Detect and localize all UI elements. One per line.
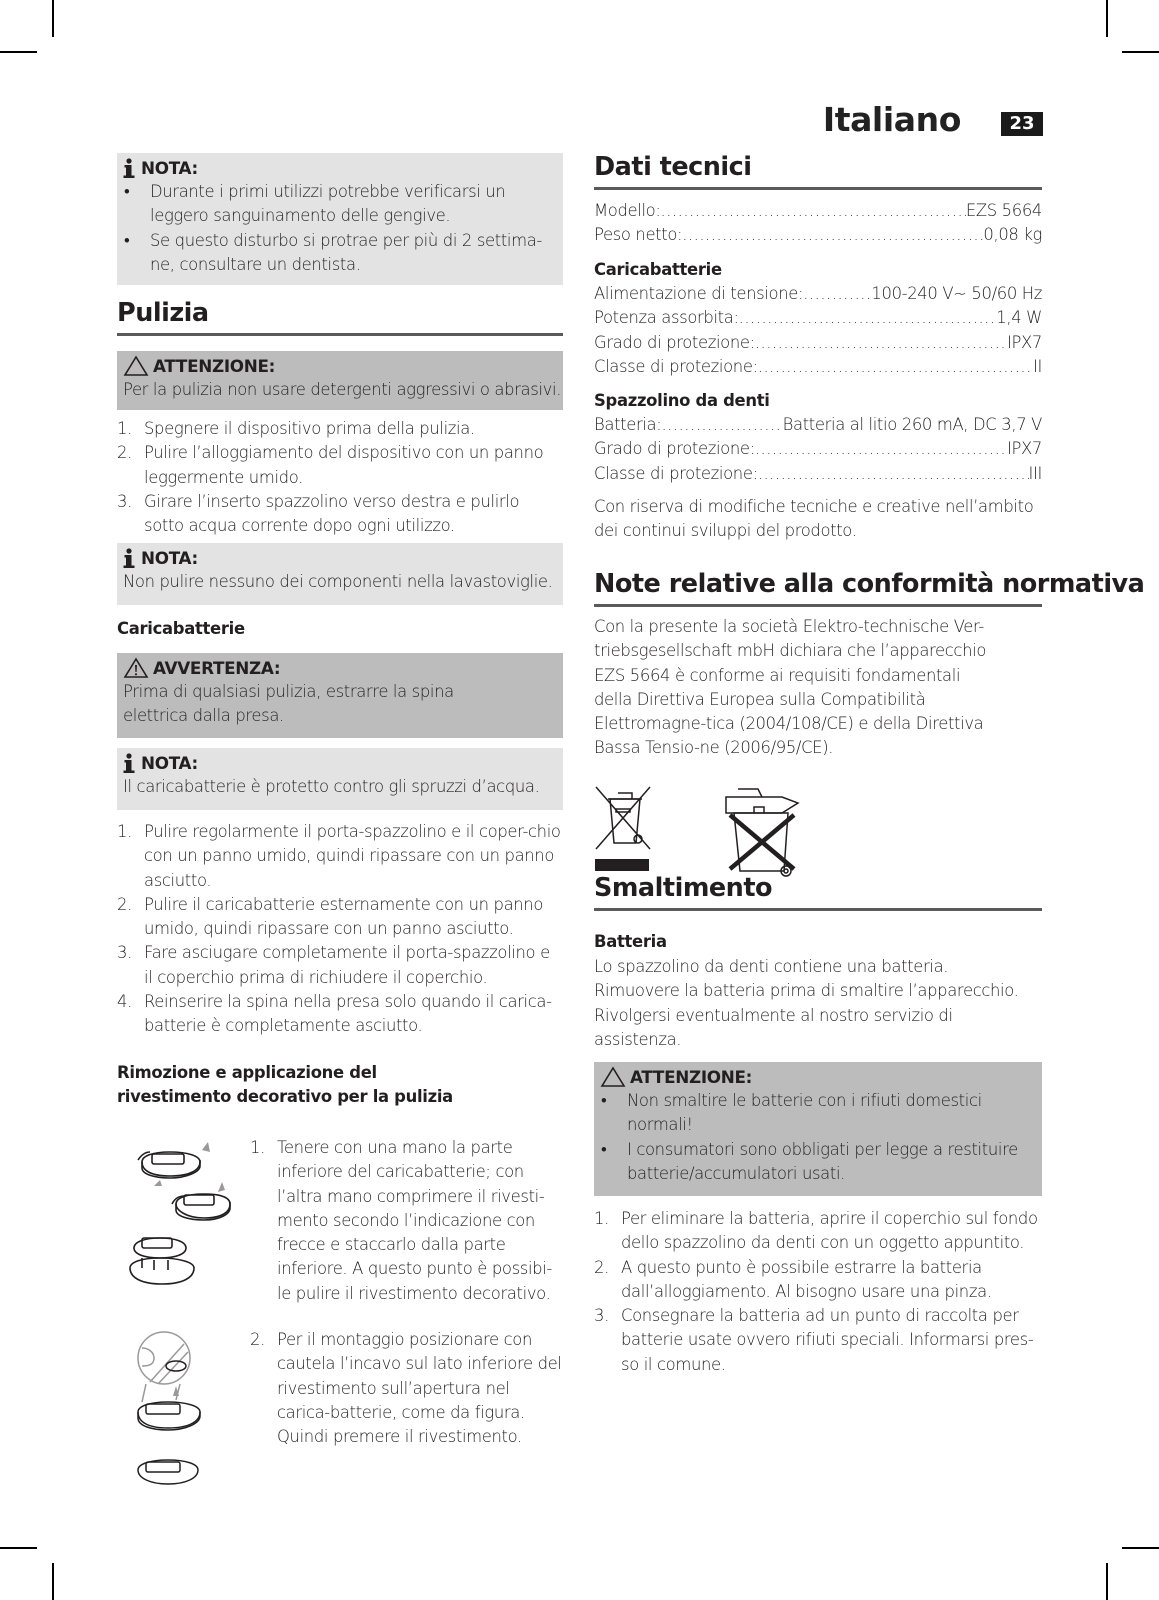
note-box: [117, 748, 563, 810]
spec-row: Classe di protezione: ..... III: [594, 462, 1042, 486]
crop-mark: [0, 1547, 37, 1549]
caution-box: [594, 1062, 1042, 1196]
subheading: Caricabatterie: [594, 260, 722, 279]
section-conformita: [594, 568, 1145, 607]
spec-charger: [594, 258, 1042, 379]
charger-cover-removal-illustration: [122, 1140, 232, 1300]
crossed-bin-icon: [594, 785, 654, 875]
section-pulizia: [117, 297, 563, 336]
heading-rule: [594, 604, 1042, 607]
disposal-steps: [594, 1207, 1042, 1377]
section-heading: Dati tecnici: [594, 152, 752, 182]
crop-mark: [1122, 51, 1159, 53]
list-item: 2. Pulire l’alloggiamento del dispositivo con un panno leggermente umido.: [117, 443, 544, 487]
list-item: 3. Fare asciugare completamente il porta-spazzolino e il coperchio prima di richiudere il coperchio.: [117, 943, 550, 987]
list-item: 1. Per eliminare la batteria, aprire il coperchio sul fondo dello spazzolino da denti con un oggetto appuntito.: [594, 1209, 1038, 1253]
list-item: 2. A questo punto è possibile estrarre la batteria dall’alloggiamento. Al bisogno usare una pinza.: [594, 1257, 992, 1301]
note-title: NOTA:: [141, 548, 198, 568]
page-number: 23: [1001, 112, 1043, 136]
battery-text: Lo spazzolino da denti contiene una batteria. Rimuovere la batteria prima di smaltire l’apparecchio. Rivolgersi eventualmente al nostro servizio di assistenza.: [594, 957, 1019, 1049]
crop-mark: [52, 0, 54, 37]
spec-row: Peso netto: ..... 0,08 kg: [594, 223, 1042, 247]
list-item: 3. Girare l’inserto spazzolino verso destra e pulirlo sotto acqua corrente dopo ogni utilizzo.: [117, 491, 520, 536]
heading-rule: [594, 908, 1042, 911]
cover-steps: [250, 1136, 563, 1450]
note-box: [117, 153, 563, 285]
crop-mark: [1106, 1563, 1108, 1600]
note-text: Non pulire nessuno dei componenti nella lavastoviglie.: [123, 572, 553, 591]
list-item: 2. Per il montaggio posizionare con cautela l’incavo sul lato inferiore del rivestimento sull’apertura nel carica-batterie, come da figura. Quindi premere il rivestimento.: [250, 1330, 562, 1447]
spec-row: Alimentazione di tensione: ..... 100-240 V~ 50/60 Hz: [594, 282, 1042, 306]
cleaning-steps: [117, 417, 563, 538]
section-heading: Smaltimento: [594, 873, 773, 903]
warning-box: [117, 653, 563, 738]
crop-mark: [52, 1563, 54, 1600]
list-item: 2. Pulire il caricabatterie esternamente con un panno umido, quindi ripassare con un panno asciutto.: [117, 894, 544, 939]
caution-text: Per la pulizia non usare detergenti aggressivi o abrasivi.: [123, 380, 562, 399]
spec-row: Classe di protezione: ..... II: [594, 355, 1042, 379]
spec-row: Grado di protezione: ..... IPX7: [594, 437, 1042, 461]
section-heading: Note relative alla conformità normativa: [594, 569, 1145, 599]
caution-triangle-icon: [600, 1066, 626, 1088]
info-icon: [123, 753, 137, 773]
list-item: 4. Reinserire la spina nella presa solo quando il carica-batterie è completamente asciutto.: [117, 992, 552, 1036]
list-item: 3. Consegnare la batteria ad un punto di raccolta per batterie usate ovvero rifiuti speciali. Informarsi pres-so il comune.: [594, 1306, 1034, 1374]
caution-title: ATTENZIONE:: [153, 356, 276, 376]
crop-mark: [0, 51, 37, 53]
charger-steps: [117, 820, 563, 1039]
note-text: Il caricabatterie è protetto contro gli spruzzi d’acqua.: [123, 777, 540, 796]
note-bullet: • Durante i primi utilizzi potrebbe verificarsi un leggero sanguinamento delle gengive.: [124, 182, 506, 226]
list-item: 1. Tenere con una mano la parte inferiore del caricabatterie; con l’altra mano comprimere il rivesti-mento secondo l’indicazione con frecce e staccarlo dalla parte inferiore. A questo punto è possibi-le pulire il rivestimento decorativo.: [250, 1138, 552, 1303]
subheading-charger: Caricabatterie: [117, 619, 245, 638]
section-smaltimento: [594, 872, 1042, 911]
subheading: Spazzolino da denti: [594, 391, 770, 410]
section-dati-tecnici: [594, 151, 1042, 190]
heading-rule: [594, 187, 1042, 190]
section-heading: Pulizia: [117, 298, 209, 328]
note-bullet: • Se questo disturbo si protrae per più di 2 settima-ne, consultare un dentista.: [124, 230, 542, 274]
spec-toothbrush: [594, 389, 1042, 486]
crossed-battery-bin-icon: [724, 785, 804, 880]
crop-mark: [1106, 0, 1108, 37]
caution-bullet: • I consumatori sono obbligati per legge a restituire batterie/accumulatori usati.: [601, 1139, 1018, 1183]
warning-text: Prima di qualsiasi pulizia, estrarre la spina elettrica dalla presa.: [123, 682, 454, 726]
info-icon: [123, 548, 137, 568]
spec-general: [594, 199, 1042, 248]
caution-title: ATTENZIONE:: [630, 1067, 753, 1087]
heading-rule: [117, 333, 563, 336]
charger-cover-mounting-illustration: [132, 1330, 232, 1490]
note-box: [117, 543, 563, 605]
list-item: 1. Spegnere il dispositivo prima della pulizia.: [117, 419, 475, 438]
caution-triangle-icon: [123, 355, 149, 377]
list-item: 1. Pulire regolarmente il porta-spazzolino e il coper-chio con un panno umido, quindi ripassare con un panno asciutto.: [117, 822, 561, 890]
spec-row: Modello: ..... EZS 5664: [594, 199, 1042, 223]
spec-row: Grado di protezione: ..... IPX7: [594, 331, 1042, 355]
caution-box: [117, 351, 563, 410]
caution-bullet: • Non smaltire le batterie con i rifiuti domestici normali!: [601, 1091, 982, 1135]
spec-row: Batteria: ..... Batteria al litio 260 mA, DC 3,7 V: [594, 413, 1042, 437]
conformity-text: Con la presente la società Elektro-technische Ver-triebsgesellschaft mbH dichiara che l’apparecchio EZS 5664 è conforme ai requisiti fondamentali della Direttiva Europea sulla Compatibilità Elettromagne-tica (2004/108/CE) e della Direttiva Bassa Tensio-ne (2006/95/CE).: [594, 617, 987, 758]
subheading-cover: Rimozione e applicazione del rivestimento decorativo per la pulizia: [117, 1063, 453, 1106]
reserve-note: Con riserva di modifiche tecniche e creative nell’ambito dei continui sviluppi del prodotto.: [594, 497, 1034, 541]
info-icon: [123, 158, 137, 178]
language-title: Italiano: [822, 100, 961, 139]
note-title: NOTA:: [141, 158, 198, 178]
spec-row: Potenza assorbita: ..... 1,4 W: [594, 306, 1042, 330]
crop-mark: [1122, 1547, 1159, 1549]
note-title: NOTA:: [141, 753, 198, 773]
warning-title: AVVERTENZA:: [153, 658, 281, 678]
subheading-battery: Batteria: [594, 932, 667, 951]
warning-triangle-icon: [123, 657, 149, 679]
